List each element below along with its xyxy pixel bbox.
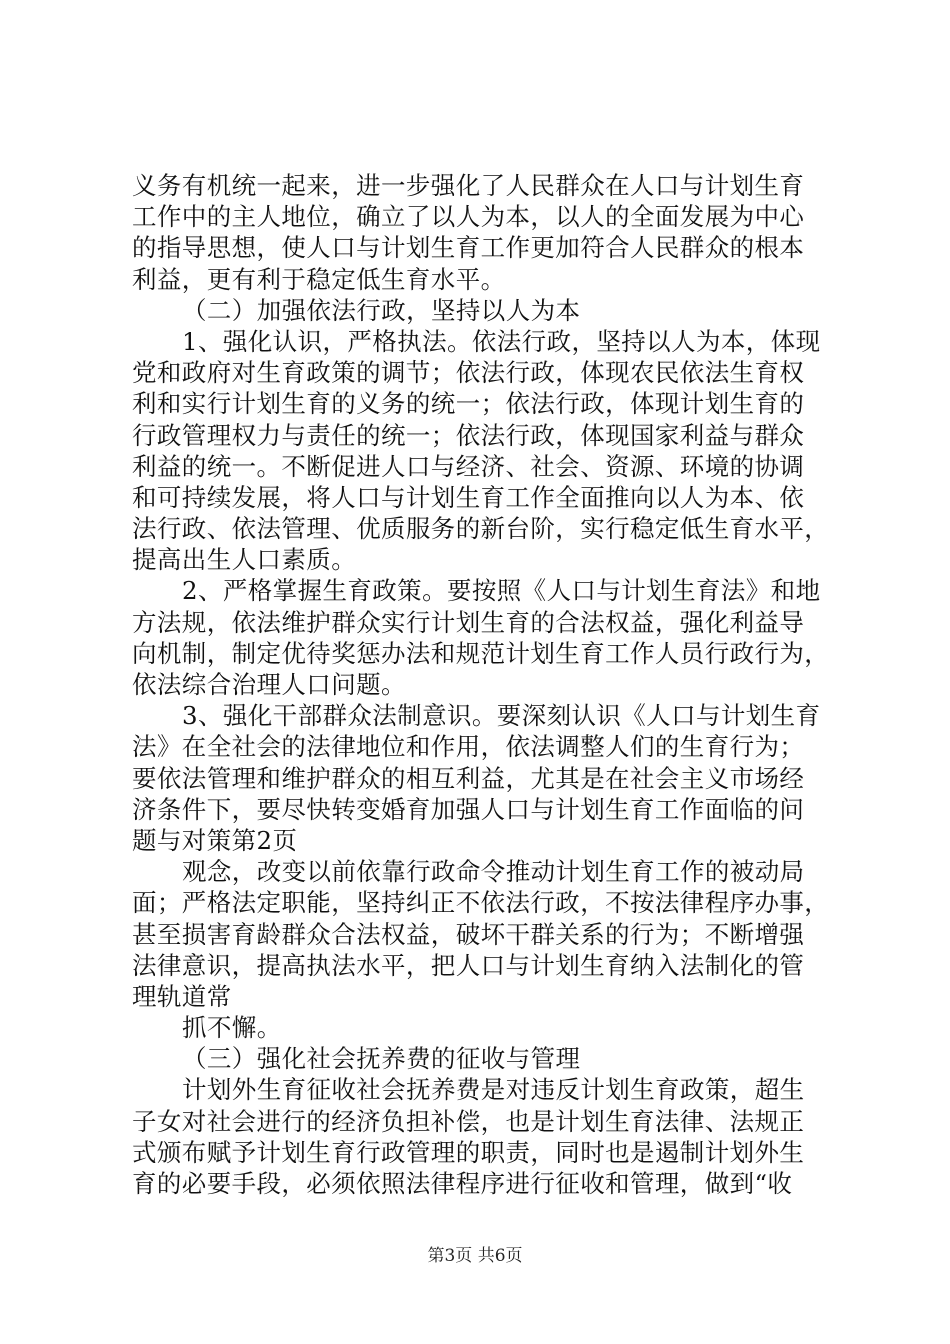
text-line: 利和实行计划生育的义务的统一；依法行政，体现计划生育的 <box>132 389 805 419</box>
text-line: 式颁布赋予计划生育行政管理的职责，同时也是遏制计划外生 <box>132 1137 805 1167</box>
text-line: 义务有机统一起来，进一步强化了人民群众在人口与计划生育 <box>132 171 805 200</box>
text-line: 3、强化干部群众法制意识。要深刻认识《人口与计划生育 <box>182 701 821 731</box>
text-line: 向机制，制定优待奖惩办法和规范计划生育工作人员行政行为， <box>132 638 830 668</box>
section-heading: （三）强化社会抚养费的征收与管理 <box>182 1044 581 1074</box>
text-line: 1、强化认识，严格执法。依法行政，坚持以人为本，体现 <box>182 326 821 356</box>
text-line: 行政管理权力与责任的统一；依法行政，体现国家利益与群众 <box>132 420 805 450</box>
text-line: 的指导思想，使人口与计划生育工作更加符合人民群众的根本 <box>132 233 805 263</box>
page-number: 第3页 共6页 <box>427 1246 523 1266</box>
text-line: 观念，改变以前依靠行政命令推动计划生育工作的被动局 <box>182 857 805 887</box>
text-line: 题与对策第2页 <box>132 825 298 855</box>
page-footer <box>0 1244 950 1268</box>
text-line: 和可持续发展，将人口与计划生育工作全面推向以人为本、依 <box>132 482 805 512</box>
text-line: 法》在全社会的法律地位和作用，依法调整人们的生育行为； <box>132 732 805 762</box>
text-line: 2、严格掌握生育政策。要按照《人口与计划生育法》和地 <box>182 576 821 606</box>
text-line: 党和政府对生育政策的调节；依法行政，体现农民依法生育权 <box>132 358 805 388</box>
text-line: 理轨道常 <box>132 981 232 1011</box>
text-line: 抓不懈。 <box>182 1013 282 1043</box>
text-line: 工作中的主人地位，确立了以人为本，以人的全面发展为中心 <box>132 202 805 232</box>
section-heading: （二）加强依法行政，坚持以人为本 <box>182 295 581 325</box>
text-line: 提高出生人口素质。 <box>132 545 357 575</box>
text-line: 利益的统一。不断促进人口与经济、社会、资源、环境的协调 <box>132 451 805 481</box>
text-line: 利益，更有利于稳定低生育水平。 <box>132 264 506 294</box>
text-line: 子女对社会进行的经济负担补偿，也是计划生育法律、法规正 <box>132 1106 805 1136</box>
text-line: 面；严格法定职能，坚持纠正不依法行政，不按法律程序办事， <box>132 888 830 918</box>
text-line: 依法综合治理人口问题。 <box>132 670 406 699</box>
text-line: 法律意识，提高执法水平，把人口与计划生育纳入法制化的管 <box>132 950 805 980</box>
text-line: 甚至损害育龄群众合法权益，破坏干群关系的行为；不断增强 <box>132 919 805 949</box>
text-line: 济条件下，要尽快转变婚育加强人口与计划生育工作面临的问 <box>132 794 805 824</box>
text-line: 计划外生育征收社会抚养费是对违反计划生育政策，超生 <box>182 1075 805 1105</box>
text-line: 要依法管理和维护群众的相互利益，尤其是在社会主义市场经 <box>132 763 805 793</box>
text-line: 方法规，依法维护群众实行计划生育的合法权益，强化利益导 <box>132 607 805 637</box>
text-line: 法行政、依法管理、优质服务的新台阶，实行稳定低生育水平， <box>132 514 830 544</box>
document-body <box>132 170 832 1199</box>
text-line: 育的必要手段，必须依照法律程序进行征收和管理，做到“收 <box>132 1169 793 1198</box>
